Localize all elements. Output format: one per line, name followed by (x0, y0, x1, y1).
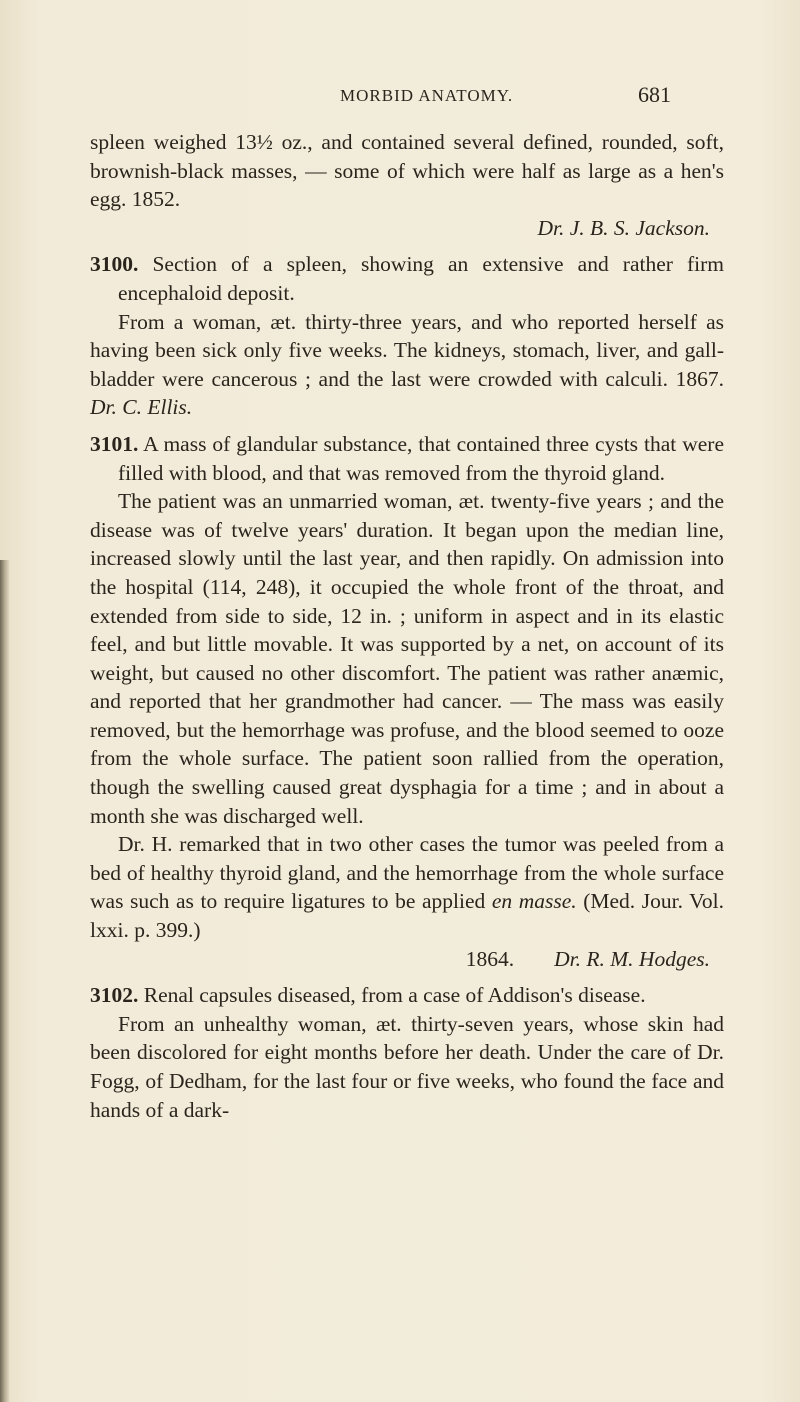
running-head: MORBID ANATOMY. (340, 86, 514, 105)
specimen-title: A mass of glandular substance, that contained three cysts that were filled with blood, and that was removed from the thyroid gland. (118, 431, 724, 485)
paragraph-text: From a woman, æt. thirty-three years, and who reported herself as having been sick only five weeks. The kidneys, stomach, liver, and gall-bladder were cancerous ; and the last were crowded with calculi. (90, 309, 724, 391)
page-number: 681 (638, 82, 671, 107)
italic-phrase: en masse. (491, 889, 577, 914)
signature-line (90, 945, 724, 974)
specimen-number: 3102. (90, 983, 139, 1008)
specimen-paragraph (90, 1010, 724, 1124)
signature: Dr. R. M. Hodges. (554, 946, 710, 971)
specimen-title: Renal capsules diseased, from a case of Addison's disease. (143, 983, 646, 1008)
specimen-paragraph (90, 830, 724, 944)
page-header (0, 82, 800, 112)
specimen-entry-3102 (90, 981, 724, 1010)
body-text (90, 128, 724, 1124)
binding-shadow (0, 560, 10, 1402)
specimen-paragraph (90, 487, 724, 830)
paragraph-text: spleen weighed 13½ oz., and contained several defined, rounded, soft, brownish-black masses, — some of which were half as large as a hen's egg. 1852. (90, 130, 724, 212)
specimen-date: 1867. (675, 366, 724, 391)
paragraph-text: Dr. H. remarked that in two other cases the tumor was peeled from a bed of healthy thyroid gland, and the hemorrhage from the whole surface was such as to require ligatures to be applied (90, 832, 724, 914)
specimen-title: Section of a spleen, showing an extensive and rather firm encephaloid deposit. (118, 252, 725, 305)
specimen-date: 1864. (465, 946, 515, 971)
continued-paragraph (90, 128, 724, 214)
citation: (Med. Jour. Vol. lxxi. p. 399.) (90, 889, 724, 943)
specimen-paragraph (90, 308, 724, 422)
specimen-entry-3100 (90, 250, 724, 307)
specimen-number: 3100. (90, 252, 139, 277)
paragraph-text: From an unhealthy woman, æt. thirty-seven years, whose skin had been discolored for eight months before her death. Under the care of Dr. Fogg, of Dedham, for the last four or five weeks, who found the face and hands of a dark- (90, 1011, 724, 1122)
specimen-entry-3101 (90, 430, 724, 487)
signature-text: Dr. J. B. S. Jackson. (537, 215, 710, 240)
specimen-number: 3101. (90, 431, 139, 456)
paragraph-text: The patient was an unmarried woman, æt. twenty-five years ; and the disease was of twelve years' duration. It began upon the median line, increased slowly until the last year, and then rapidly. On admission into the hospital (114, 248), it occupied the whole front of the throat, and extended from side to side, 12 in. ; uniform in aspect and in its elastic feel, and but little movable. It was supported by a net, on account of its weight, but caused no other discomfort. The patient was rather anæmic, and reported that her grandmother had cancer. — The mass was easily removed, but the hemorrhage was profuse, and the blood seemed to ooze from the whole surface. The patient soon rallied from the operation, though the swelling caused great dysphagia for a time ; and in about a month she was discharged well. (90, 489, 724, 828)
signature: Dr. C. Ellis. (90, 395, 193, 420)
signature (90, 214, 724, 243)
